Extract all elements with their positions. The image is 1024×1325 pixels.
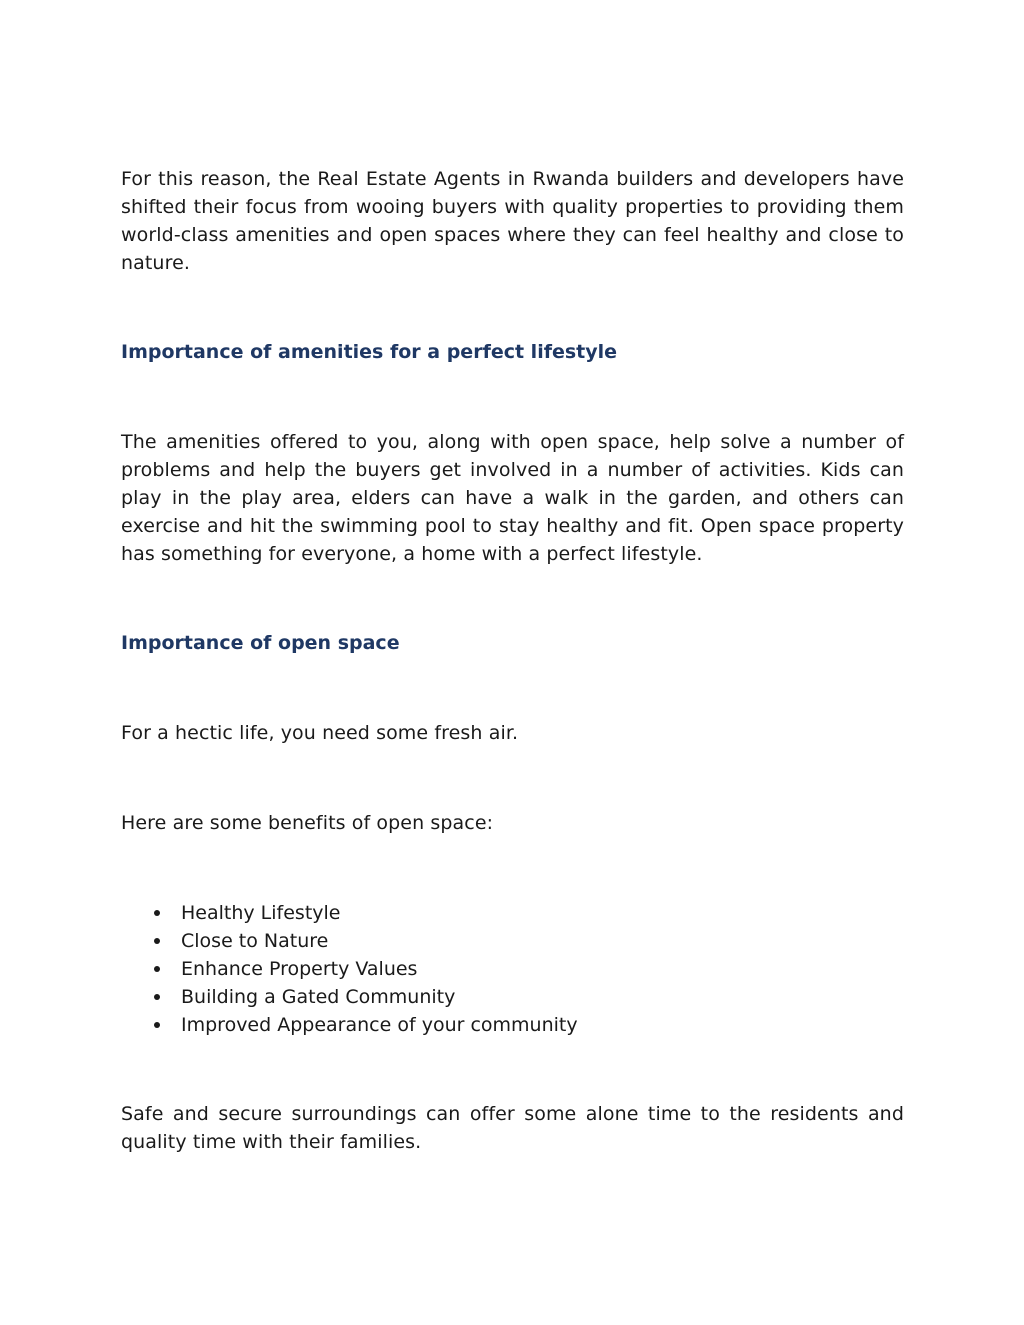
intro-paragraph: For this reason, the Real Estate Agents in Rwanda builders and developers have shifted their focus from wooing buyers with quality properties to providing them world-class amenities and open spaces where they can feel healthy and close to nature. [121, 168, 904, 274]
list-item-label: Close to Nature [181, 930, 329, 952]
list-item-label: Building a Gated Community [181, 986, 456, 1008]
amenities-heading: Importance of amenities for a perfect lifestyle [121, 341, 618, 363]
list-item [121, 1011, 578, 1039]
bullet-icon [154, 910, 160, 916]
bullet-icon [154, 1022, 160, 1028]
closing-paragraph: Safe and secure surroundings can offer some alone time to the residents and quality time with their families. [121, 1103, 904, 1153]
list-item [121, 927, 578, 955]
benefits-list [121, 899, 578, 1039]
list-item [121, 899, 578, 927]
list-item-label: Enhance Property Values [181, 958, 418, 980]
bullet-icon [154, 938, 160, 944]
open-space-heading: Importance of open space [121, 632, 400, 654]
list-item-label: Healthy Lifestyle [181, 902, 341, 924]
list-item-label: Improved Appearance of your community [181, 1014, 578, 1036]
list-item [121, 983, 578, 1011]
list-item [121, 955, 578, 983]
amenities-paragraph: The amenities offered to you, along with open space, help solve a number of problems and help the buyers get involved in a number of activities. Kids can play in the play area, elders can have a walk in the garden, and others can exercise and hit the swimming pool to stay healthy and fit. Open space property has something for everyone, a home with a perfect lifestyle. [121, 431, 904, 565]
benefits-intro-paragraph: Here are some benefits of open space: [121, 812, 494, 834]
bullet-icon [154, 966, 160, 972]
bullet-icon [154, 994, 160, 1000]
hectic-paragraph: For a hectic life, you need some fresh air. [121, 722, 519, 744]
